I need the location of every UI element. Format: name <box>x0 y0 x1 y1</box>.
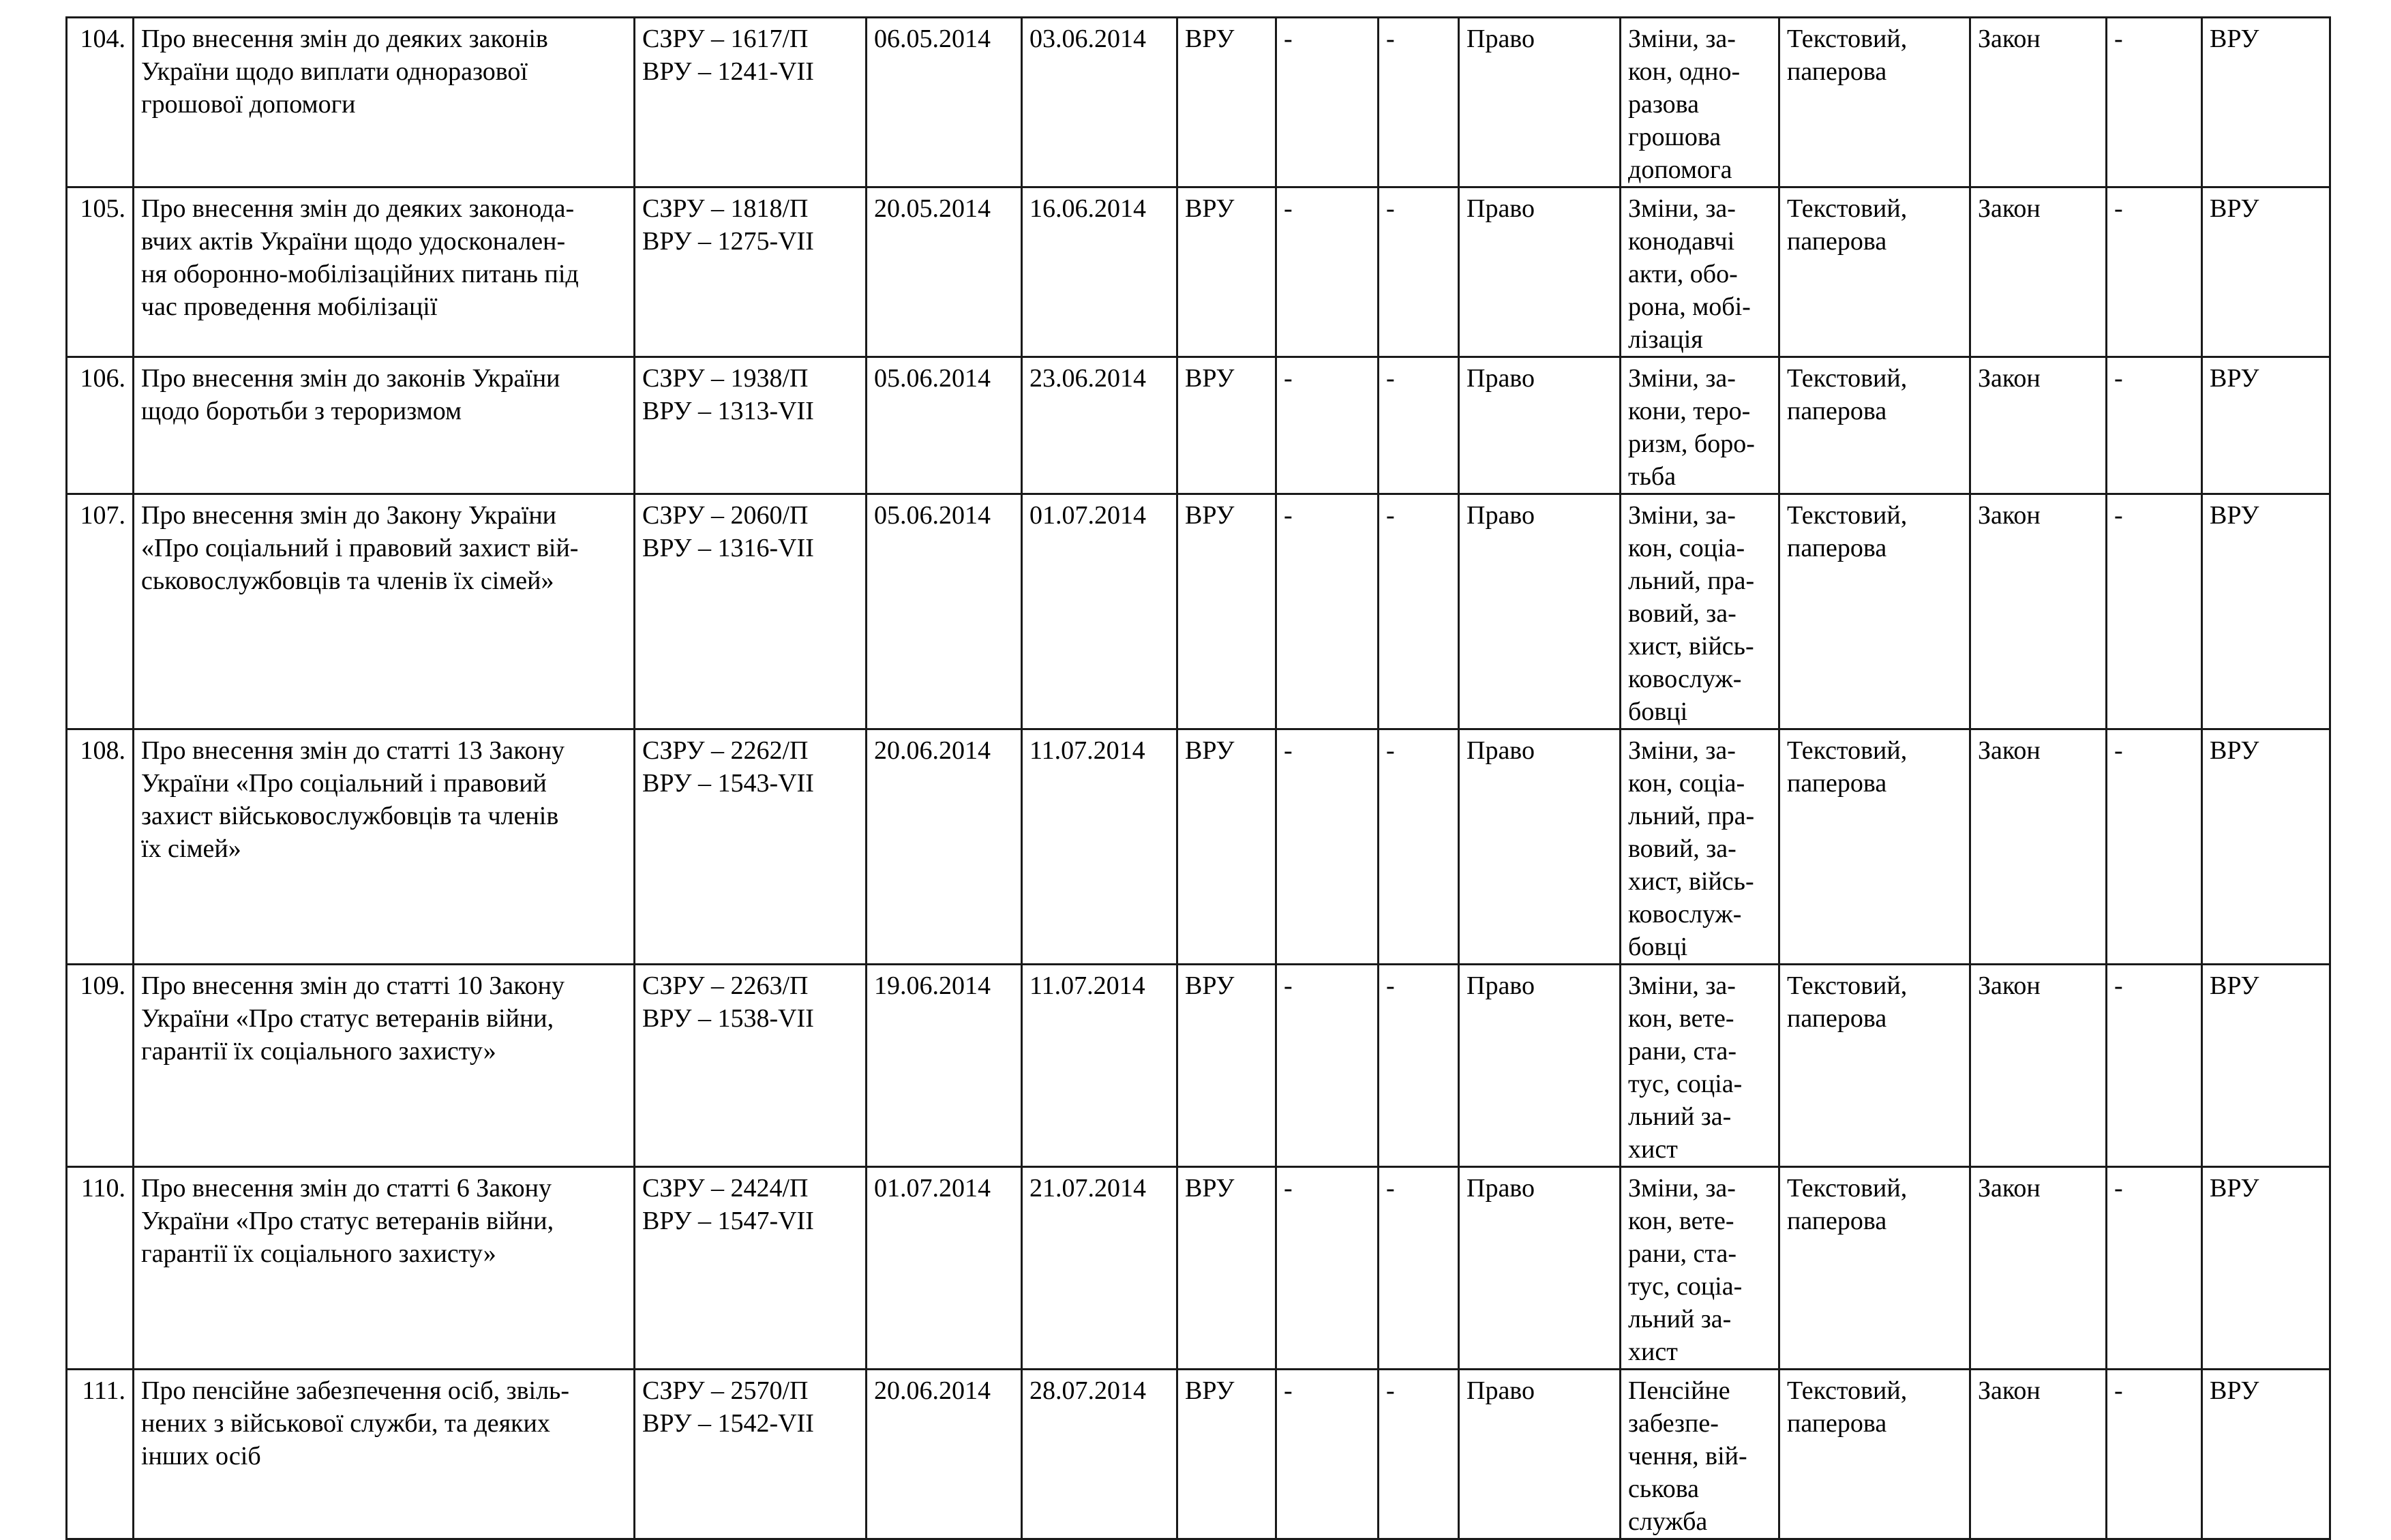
keywords: Пенсійне забезпе- чення, вій- ськова служба <box>1621 1370 1779 1539</box>
registration-code: СЗРУ – 1938/П ВРУ – 1313-VII <box>635 357 867 494</box>
issuing-body: ВРУ <box>1177 18 1276 187</box>
empty-cell: - <box>1276 357 1379 494</box>
document-type: Закон <box>1970 18 2107 187</box>
document-type: Закон <box>1970 965 2107 1167</box>
registration-code: СЗРУ – 2263/П ВРУ – 1538-VII <box>635 965 867 1167</box>
empty-cell: - <box>2107 965 2202 1167</box>
owner-body: ВРУ <box>2202 1370 2330 1539</box>
document-title: Про внесення змін до деяких законода- вчих актів України щодо удосконален- ня оборонно-мобілізаційних питань під час проведення мобілізації <box>134 187 635 357</box>
registration-code: СЗРУ – 2060/П ВРУ – 1316-VII <box>635 494 867 729</box>
registration-date: 23.06.2014 <box>1022 357 1177 494</box>
empty-cell: - <box>2107 18 2202 187</box>
empty-cell: - <box>1276 494 1379 729</box>
document-title: Про пенсійне забезпечення осіб, звіль- нених з військової служби, та деяких інших осіб <box>134 1370 635 1539</box>
category: Право <box>1459 965 1621 1167</box>
row-number: 108. <box>67 729 134 965</box>
registration-date: 03.06.2014 <box>1022 18 1177 187</box>
owner-body: ВРУ <box>2202 357 2330 494</box>
keywords: Зміни, за- кон, вете- рани, ста- тус, соціа- льний за- хист <box>1621 965 1779 1167</box>
table-row <box>67 18 2330 187</box>
registration-date: 16.06.2014 <box>1022 187 1177 357</box>
adoption-date: 20.06.2014 <box>867 729 1022 965</box>
keywords: Зміни, за- кон, одно- разова грошова допомога <box>1621 18 1779 187</box>
table-row <box>67 357 2330 494</box>
table-row <box>67 729 2330 965</box>
document-title: Про внесення змін до Закону України «Про соціальний і правовий захист вій- ськовослужбовців та членів їх сімей» <box>134 494 635 729</box>
registration-date: 01.07.2014 <box>1022 494 1177 729</box>
document-type: Закон <box>1970 494 2107 729</box>
keywords: Зміни, за- конодавчі акти, обо- рона, мобі- лізація <box>1621 187 1779 357</box>
document-type: Закон <box>1970 1167 2107 1370</box>
empty-cell: - <box>1276 18 1379 187</box>
owner-body: ВРУ <box>2202 187 2330 357</box>
registration-date: 11.07.2014 <box>1022 729 1177 965</box>
adoption-date: 19.06.2014 <box>867 965 1022 1167</box>
table-row <box>67 1370 2330 1539</box>
owner-body: ВРУ <box>2202 18 2330 187</box>
empty-cell: - <box>2107 357 2202 494</box>
registration-date: 28.07.2014 <box>1022 1370 1177 1539</box>
registration-date: 21.07.2014 <box>1022 1167 1177 1370</box>
issuing-body: ВРУ <box>1177 494 1276 729</box>
empty-cell: - <box>2107 494 2202 729</box>
registration-date: 11.07.2014 <box>1022 965 1177 1167</box>
document-title: Про внесення змін до статті 10 Закону України «Про статус ветеранів війни, гарантії їх соціального захисту» <box>134 965 635 1167</box>
category: Право <box>1459 187 1621 357</box>
owner-body: ВРУ <box>2202 494 2330 729</box>
table-row <box>67 1167 2330 1370</box>
category: Право <box>1459 1370 1621 1539</box>
empty-cell: - <box>1276 965 1379 1167</box>
document-title: Про внесення змін до статті 13 Закону України «Про соціальний і правовий захист військовослужбовців та членів їх сімей» <box>134 729 635 965</box>
document-format: Текстовий, паперова <box>1779 729 1970 965</box>
registration-code: СЗРУ – 2424/П ВРУ – 1547-VII <box>635 1167 867 1370</box>
document-type: Закон <box>1970 1370 2107 1539</box>
document-format: Текстовий, паперова <box>1779 18 1970 187</box>
document-title: Про внесення змін до деяких законів України щодо виплати одноразової грошової допомоги <box>134 18 635 187</box>
document-format: Текстовий, паперова <box>1779 494 1970 729</box>
empty-cell: - <box>1379 965 1459 1167</box>
category: Право <box>1459 357 1621 494</box>
category: Право <box>1459 494 1621 729</box>
row-number: 109. <box>67 965 134 1167</box>
document-format: Текстовий, паперова <box>1779 1167 1970 1370</box>
empty-cell: - <box>1276 187 1379 357</box>
issuing-body: ВРУ <box>1177 965 1276 1167</box>
empty-cell: - <box>1379 18 1459 187</box>
document-type: Закон <box>1970 729 2107 965</box>
adoption-date: 01.07.2014 <box>867 1167 1022 1370</box>
document-format: Текстовий, паперова <box>1779 187 1970 357</box>
issuing-body: ВРУ <box>1177 729 1276 965</box>
document-title: Про внесення змін до статті 6 Закону України «Про статус ветеранів війни, гарантії їх соціального захисту» <box>134 1167 635 1370</box>
adoption-date: 20.06.2014 <box>867 1370 1022 1539</box>
keywords: Зміни, за- кон, вете- рани, ста- тус, соціа- льний за- хист <box>1621 1167 1779 1370</box>
registration-code: СЗРУ – 1818/П ВРУ – 1275-VII <box>635 187 867 357</box>
adoption-date: 20.05.2014 <box>867 187 1022 357</box>
empty-cell: - <box>1276 1167 1379 1370</box>
document-type: Закон <box>1970 357 2107 494</box>
empty-cell: - <box>1379 494 1459 729</box>
document-format: Текстовий, паперова <box>1779 965 1970 1167</box>
document-format: Текстовий, паперова <box>1779 357 1970 494</box>
owner-body: ВРУ <box>2202 729 2330 965</box>
adoption-date: 05.06.2014 <box>867 494 1022 729</box>
empty-cell: - <box>2107 187 2202 357</box>
keywords: Зміни, за- кон, соціа- льний, пра- вовий, за- хист, війсь- ковослуж- бовці <box>1621 729 1779 965</box>
empty-cell: - <box>1379 187 1459 357</box>
empty-cell: - <box>1276 729 1379 965</box>
registration-code: СЗРУ – 2262/П ВРУ – 1543-VII <box>635 729 867 965</box>
empty-cell: - <box>1379 1167 1459 1370</box>
row-number: 111. <box>67 1370 134 1539</box>
table-row <box>67 494 2330 729</box>
category: Право <box>1459 729 1621 965</box>
table-row <box>67 187 2330 357</box>
table-row <box>67 965 2330 1167</box>
registration-code: СЗРУ – 1617/П ВРУ – 1241-VII <box>635 18 867 187</box>
document-title: Про внесення змін до законів України щодо боротьби з тероризмом <box>134 357 635 494</box>
adoption-date: 06.05.2014 <box>867 18 1022 187</box>
owner-body: ВРУ <box>2202 1167 2330 1370</box>
empty-cell: - <box>1379 1370 1459 1539</box>
empty-cell: - <box>1379 729 1459 965</box>
empty-cell: - <box>2107 729 2202 965</box>
adoption-date: 05.06.2014 <box>867 357 1022 494</box>
category: Право <box>1459 18 1621 187</box>
registration-code: СЗРУ – 2570/П ВРУ – 1542-VII <box>635 1370 867 1539</box>
keywords: Зміни, за- кон, соціа- льний, пра- вовий, за- хист, війсь- ковослуж- бовці <box>1621 494 1779 729</box>
empty-cell: - <box>1276 1370 1379 1539</box>
document-format: Текстовий, паперова <box>1779 1370 1970 1539</box>
row-number: 110. <box>67 1167 134 1370</box>
row-number: 107. <box>67 494 134 729</box>
issuing-body: ВРУ <box>1177 1370 1276 1539</box>
issuing-body: ВРУ <box>1177 187 1276 357</box>
empty-cell: - <box>2107 1167 2202 1370</box>
owner-body: ВРУ <box>2202 965 2330 1167</box>
issuing-body: ВРУ <box>1177 1167 1276 1370</box>
issuing-body: ВРУ <box>1177 357 1276 494</box>
empty-cell: - <box>1379 357 1459 494</box>
category: Право <box>1459 1167 1621 1370</box>
row-number: 104. <box>67 18 134 187</box>
keywords: Зміни, за- кони, теро- ризм, боро- тьба <box>1621 357 1779 494</box>
row-number: 106. <box>67 357 134 494</box>
row-number: 105. <box>67 187 134 357</box>
documents-table <box>65 16 2331 1540</box>
document-type: Закон <box>1970 187 2107 357</box>
empty-cell: - <box>2107 1370 2202 1539</box>
